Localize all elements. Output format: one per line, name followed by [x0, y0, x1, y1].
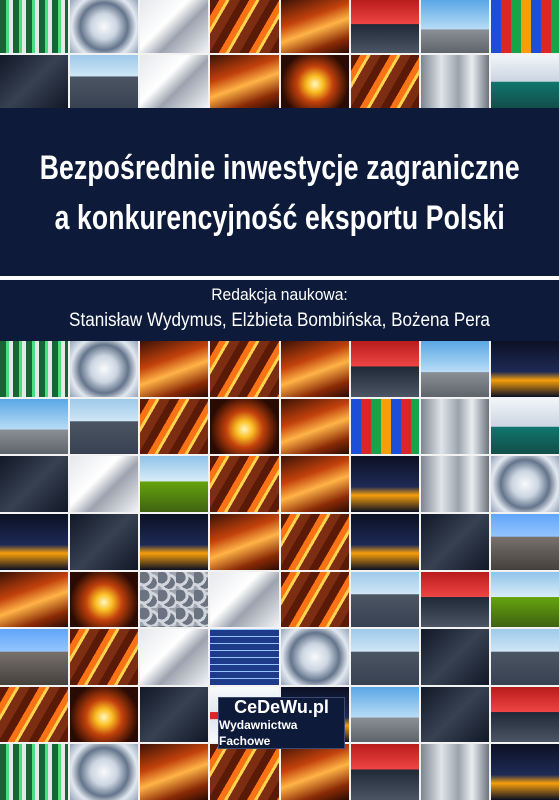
photo-tile — [140, 456, 208, 512]
photo-tile — [210, 399, 278, 455]
photo-tile — [0, 456, 68, 512]
photo-tile — [421, 456, 489, 512]
photo-tile — [491, 341, 559, 397]
photo-tile — [140, 0, 208, 53]
photo-tile — [70, 687, 138, 743]
photo-tile — [421, 0, 489, 53]
photo-tile — [140, 514, 208, 570]
photo-tile — [70, 514, 138, 570]
photo-tile — [421, 572, 489, 628]
editors-label: Redakcja naukowa: — [211, 285, 348, 304]
photo-tile — [421, 514, 489, 570]
photo-tile — [281, 55, 349, 108]
photo-tile — [210, 0, 278, 53]
photo-tile — [0, 341, 68, 397]
photo-tile — [351, 456, 419, 512]
photo-tile — [421, 629, 489, 685]
photo-tile — [491, 55, 559, 108]
photo-tile — [0, 0, 68, 53]
photo-tile — [491, 399, 559, 455]
photo-tile — [491, 744, 559, 800]
photo-tile — [210, 744, 278, 800]
photo-tile — [0, 55, 68, 108]
photo-tile — [491, 687, 559, 743]
photo-tile — [210, 341, 278, 397]
photo-tile — [0, 744, 68, 800]
photo-tile — [351, 0, 419, 53]
photo-tile — [421, 399, 489, 455]
photo-tile — [0, 572, 68, 628]
photo-tile — [210, 55, 278, 108]
photo-tile — [351, 55, 419, 108]
photo-tile — [70, 456, 138, 512]
photo-tile — [281, 399, 349, 455]
photo-tile — [70, 572, 138, 628]
book-title-line-1: Bezpośrednie inwestycje zagraniczne — [39, 149, 520, 187]
title-band — [0, 110, 559, 276]
photo-tile — [281, 744, 349, 800]
editors-names: Stanisław Wydymus, Elżbieta Bombińska, Bożena Pera — [69, 310, 490, 331]
photo-tile — [421, 687, 489, 743]
photo-tile — [491, 514, 559, 570]
photo-tile — [140, 687, 208, 743]
photo-tile — [281, 572, 349, 628]
photo-tile — [351, 341, 419, 397]
photo-tile — [140, 744, 208, 800]
photo-tile — [281, 629, 349, 685]
photo-tile — [70, 55, 138, 108]
photo-tile — [491, 456, 559, 512]
photo-tile — [0, 514, 68, 570]
photo-tile — [491, 572, 559, 628]
photo-tile — [210, 514, 278, 570]
photo-tile — [421, 744, 489, 800]
book-title-line-2: a konkurencyjność eksportu Polski — [54, 199, 505, 237]
photo-tile — [140, 399, 208, 455]
photo-tile — [351, 629, 419, 685]
photo-mosaic-top — [0, 0, 559, 108]
photo-tile — [491, 629, 559, 685]
publisher-name: CeDeWu.pl — [234, 697, 329, 717]
photo-tile — [140, 572, 208, 628]
photo-tile — [70, 0, 138, 53]
photo-tile — [0, 687, 68, 743]
photo-tile — [70, 399, 138, 455]
photo-tile — [70, 744, 138, 800]
photo-tile — [351, 572, 419, 628]
photo-tile — [140, 55, 208, 108]
photo-tile — [281, 456, 349, 512]
photo-tile — [351, 399, 419, 455]
photo-tile — [421, 55, 489, 108]
photo-tile — [210, 456, 278, 512]
photo-tile — [351, 514, 419, 570]
photo-tile — [70, 629, 138, 685]
photo-tile — [281, 514, 349, 570]
photo-tile — [421, 341, 489, 397]
photo-tile — [351, 744, 419, 800]
photo-tile — [281, 341, 349, 397]
photo-tile — [491, 0, 559, 53]
photo-tile — [70, 341, 138, 397]
publisher-subtitle: Wydawnictwa Fachowe — [219, 718, 298, 748]
photo-tile — [210, 572, 278, 628]
book-title — [39, 143, 519, 243]
editors-band — [0, 280, 559, 340]
photo-tile — [0, 399, 68, 455]
photo-tile — [0, 629, 68, 685]
photo-tile — [140, 629, 208, 685]
photo-tile — [281, 0, 349, 53]
photo-tile — [140, 341, 208, 397]
photo-tile — [210, 629, 278, 685]
publisher-logo — [218, 697, 345, 749]
photo-tile — [351, 687, 419, 743]
